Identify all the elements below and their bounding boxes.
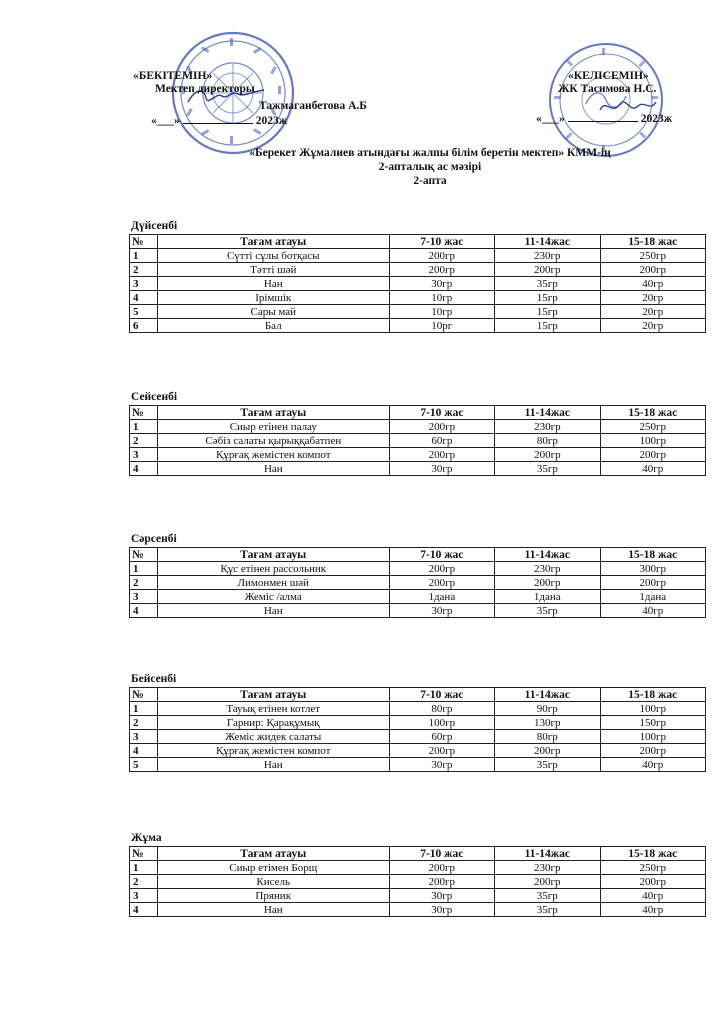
portion-15-18: 40гр	[600, 758, 705, 772]
dish-name: Тауық етінен котлет	[157, 702, 389, 716]
portion-15-18: 200гр	[600, 744, 705, 758]
row-number: 1	[130, 861, 158, 875]
table-row	[130, 305, 706, 319]
document-title	[68, 146, 724, 188]
col-header-age-15-18: 15-18 жас	[600, 235, 705, 249]
date-underline	[183, 123, 253, 124]
menu-table-day-4	[129, 687, 706, 772]
day-label: Жұма	[131, 832, 162, 844]
day-label: Сейсенбі	[131, 391, 178, 403]
row-number: 4	[130, 462, 158, 476]
portion-15-18: 100гр	[600, 730, 705, 744]
table-row	[130, 263, 706, 277]
approval-block-left	[133, 70, 367, 128]
row-number: 1	[130, 249, 158, 263]
portion-15-18: 20гр	[600, 305, 705, 319]
col-header-age-15-18: 15-18 жас	[600, 548, 705, 562]
portion-11-14: 35гр	[495, 277, 600, 291]
portion-7-10: 10рг	[389, 319, 494, 333]
portion-11-14: 230гр	[495, 861, 600, 875]
row-number: 2	[130, 434, 158, 448]
portion-7-10: 60гр	[389, 434, 494, 448]
portion-7-10: 200гр	[389, 875, 494, 889]
portion-15-18: 100гр	[600, 434, 705, 448]
dish-name: Ірімшік	[157, 291, 389, 305]
row-number: 4	[130, 291, 158, 305]
portion-7-10: 200гр	[389, 263, 494, 277]
col-header-age-11-14: 11-14жас	[495, 688, 600, 702]
title-line-3: 2-апта	[413, 175, 447, 187]
portion-7-10: 200гр	[389, 576, 494, 590]
dish-name: Нан	[157, 758, 389, 772]
portion-15-18: 20гр	[600, 319, 705, 333]
row-number: 4	[130, 604, 158, 618]
portion-15-18: 200гр	[600, 576, 705, 590]
dish-name: Құрғақ жемістен компот	[157, 744, 389, 758]
col-header-age-15-18: 15-18 жас	[600, 406, 705, 420]
portion-11-14: 80гр	[495, 730, 600, 744]
portion-7-10: 30гр	[389, 889, 494, 903]
portion-7-10: 200гр	[389, 562, 494, 576]
col-header-age-15-18: 15-18 жас	[600, 847, 706, 861]
menu-table-day-3	[129, 547, 706, 618]
day-label: Сәрсенбі	[131, 533, 177, 545]
dish-name: Нан	[157, 277, 389, 291]
row-number: 5	[130, 758, 158, 772]
col-header-age-7-10: 7-10 жас	[389, 235, 494, 249]
portion-7-10: 80гр	[389, 702, 494, 716]
dish-name: Құс етінен рассольник	[157, 562, 389, 576]
col-header-number: №	[130, 406, 158, 420]
portion-11-14: 200гр	[495, 263, 600, 277]
portion-15-18: 40гр	[600, 462, 705, 476]
dish-name: Бал	[157, 319, 389, 333]
portion-11-14: 35гр	[495, 889, 600, 903]
dish-name: Нан	[157, 604, 389, 618]
table-row	[130, 716, 706, 730]
dish-name: Сүтті сұлы ботқасы	[157, 249, 389, 263]
table-row	[130, 604, 706, 618]
portion-7-10: 200гр	[389, 744, 494, 758]
portion-15-18: 1дана	[600, 590, 705, 604]
menu-table-day-5	[129, 846, 706, 917]
approval-block-right	[536, 70, 673, 126]
portion-11-14: 230гр	[495, 420, 600, 434]
table-row	[130, 420, 706, 434]
row-number: 6	[130, 319, 158, 333]
portion-7-10: 10гр	[389, 305, 494, 319]
table-row	[130, 462, 706, 476]
menu-table-day-2	[129, 405, 706, 476]
row-number: 3	[130, 448, 158, 462]
table-header-row	[130, 688, 706, 702]
portion-7-10: 200гр	[389, 420, 494, 434]
table-row	[130, 249, 706, 263]
table-row	[130, 730, 706, 744]
approval-right-date-open: «___»	[536, 113, 565, 125]
approval-left-year: 2023ж	[255, 115, 288, 127]
table-row	[130, 448, 706, 462]
row-number: 3	[130, 590, 158, 604]
day-label: Бейсенбі	[131, 673, 177, 685]
portion-15-18: 250гр	[600, 420, 705, 434]
dish-name: Құрғақ жемістен компот	[157, 448, 389, 462]
row-number: 2	[130, 716, 158, 730]
row-number: 3	[130, 730, 158, 744]
table-row	[130, 758, 706, 772]
col-header-dish: Тағам атауы	[157, 548, 389, 562]
row-number: 5	[130, 305, 158, 319]
table-row	[130, 277, 706, 291]
portion-11-14: 35гр	[495, 758, 600, 772]
col-header-age-15-18: 15-18 жас	[600, 688, 705, 702]
menu-table-day-1	[129, 234, 706, 333]
portion-7-10: 10гр	[389, 291, 494, 305]
portion-7-10: 30гр	[389, 277, 494, 291]
col-header-dish: Тағам атауы	[157, 847, 389, 861]
col-header-number: №	[130, 235, 158, 249]
table-row	[130, 590, 706, 604]
col-header-number: №	[130, 847, 158, 861]
table-row	[130, 291, 706, 305]
approval-right-date-line	[536, 113, 672, 126]
row-number: 2	[130, 263, 158, 277]
portion-15-18: 250гр	[600, 249, 705, 263]
title-line-1: «Берекет Жұмалиев атындағы жалпы білім беретін мектеп» КММ-ің	[249, 147, 611, 159]
approval-right-year: 2023ж	[640, 113, 673, 125]
portion-11-14: 200гр	[495, 576, 600, 590]
portion-15-18: 200гр	[600, 875, 706, 889]
approval-left-title: «БЕКІТЕМІН»	[133, 70, 213, 82]
approval-left-name: Тажмаганбетова А.Б	[259, 100, 367, 112]
portion-7-10: 30гр	[389, 462, 494, 476]
portion-11-14: 130гр	[495, 716, 600, 730]
portion-15-18: 40гр	[600, 903, 706, 917]
row-number: 4	[130, 744, 158, 758]
portion-11-14: 15гр	[495, 305, 600, 319]
table-row	[130, 889, 706, 903]
portion-11-14: 90гр	[495, 702, 600, 716]
row-number: 3	[130, 889, 158, 903]
col-header-age-11-14: 11-14жас	[495, 847, 600, 861]
table-row	[130, 875, 706, 889]
dish-name: Гарнир: Қарақұмық	[157, 716, 389, 730]
portion-11-14: 35гр	[495, 903, 600, 917]
dish-name: Кисель	[157, 875, 389, 889]
dish-name: Сары май	[157, 305, 389, 319]
table-row	[130, 702, 706, 716]
portion-15-18: 100гр	[600, 702, 705, 716]
portion-11-14: 230гр	[495, 249, 600, 263]
col-header-age-7-10: 7-10 жас	[389, 548, 494, 562]
title-line-2: 2-апталық ас мәзірі	[378, 161, 482, 173]
portion-11-14: 80гр	[495, 434, 600, 448]
dish-name: Сиыр етімен Борщ	[157, 861, 389, 875]
col-header-dish: Тағам атауы	[157, 406, 389, 420]
col-header-age-11-14: 11-14жас	[495, 406, 600, 420]
table-row	[130, 576, 706, 590]
row-number: 1	[130, 702, 158, 716]
dish-name: Жеміс жидек салаты	[157, 730, 389, 744]
dish-name: Сәбіз салаты қырыққабатпен	[157, 434, 389, 448]
portion-7-10: 30гр	[389, 903, 494, 917]
table-row	[130, 319, 706, 333]
portion-11-14: 35гр	[495, 462, 600, 476]
dish-name: Лимонмен шәй	[157, 576, 389, 590]
row-number: 3	[130, 277, 158, 291]
row-number: 1	[130, 562, 158, 576]
portion-11-14: 200гр	[495, 875, 600, 889]
table-row	[130, 562, 706, 576]
portion-11-14: 200гр	[495, 448, 600, 462]
portion-15-18: 150гр	[600, 716, 705, 730]
portion-11-14: 230гр	[495, 562, 600, 576]
portion-15-18: 200гр	[600, 448, 705, 462]
dish-name: Пряник	[157, 889, 389, 903]
portion-15-18: 300гр	[600, 562, 705, 576]
portion-15-18: 40гр	[600, 604, 705, 618]
portion-7-10: 100гр	[389, 716, 494, 730]
dish-name: Нан	[157, 462, 389, 476]
approval-left-date-open: «___»	[151, 115, 180, 127]
table-header-row	[130, 406, 706, 420]
table-row	[130, 434, 706, 448]
portion-7-10: 60гр	[389, 730, 494, 744]
portion-15-18: 250гр	[600, 861, 706, 875]
row-number: 4	[130, 903, 158, 917]
col-header-dish: Тағам атауы	[157, 688, 389, 702]
col-header-age-7-10: 7-10 жас	[389, 847, 494, 861]
dish-name: Нан	[157, 903, 389, 917]
dish-name: Тәтті шәй	[157, 263, 389, 277]
col-header-age-11-14: 11-14жас	[495, 548, 600, 562]
date-underline	[568, 121, 638, 122]
table-header-row	[130, 235, 706, 249]
portion-15-18: 200гр	[600, 263, 705, 277]
dish-name: Жеміс /алма	[157, 590, 389, 604]
portion-7-10: 200гр	[389, 448, 494, 462]
approval-left-date-line	[151, 115, 367, 128]
approval-left-role: Мектеп директоры	[155, 83, 255, 95]
portion-15-18: 40гр	[600, 889, 706, 903]
row-number: 2	[130, 576, 158, 590]
portion-15-18: 20гр	[600, 291, 705, 305]
table-header-row	[130, 847, 706, 861]
portion-15-18: 40гр	[600, 277, 705, 291]
table-header-row	[130, 548, 706, 562]
portion-7-10: 1дана	[389, 590, 494, 604]
col-header-age-7-10: 7-10 жас	[389, 406, 494, 420]
row-number: 2	[130, 875, 158, 889]
portion-11-14: 1дана	[495, 590, 600, 604]
portion-11-14: 35гр	[495, 604, 600, 618]
approval-right-title: «КЕЛІСЕМІН»	[568, 70, 649, 82]
portion-7-10: 200гр	[389, 861, 494, 875]
dish-name: Сиыр етінен палау	[157, 420, 389, 434]
day-label: Дүйсенбі	[131, 220, 178, 232]
portion-7-10: 30гр	[389, 604, 494, 618]
portion-7-10: 200гр	[389, 249, 494, 263]
table-row	[130, 903, 706, 917]
col-header-dish: Тағам атауы	[157, 235, 389, 249]
portion-11-14: 15гр	[495, 291, 600, 305]
portion-11-14: 200гр	[495, 744, 600, 758]
col-header-age-11-14: 11-14жас	[495, 235, 600, 249]
portion-7-10: 30гр	[389, 758, 494, 772]
row-number: 1	[130, 420, 158, 434]
approval-right-name: ЖК Тасимова Н.С.	[558, 83, 657, 95]
col-header-number: №	[130, 688, 158, 702]
col-header-age-7-10: 7-10 жас	[389, 688, 494, 702]
table-row	[130, 744, 706, 758]
table-row	[130, 861, 706, 875]
portion-11-14: 15гр	[495, 319, 600, 333]
col-header-number: №	[130, 548, 158, 562]
